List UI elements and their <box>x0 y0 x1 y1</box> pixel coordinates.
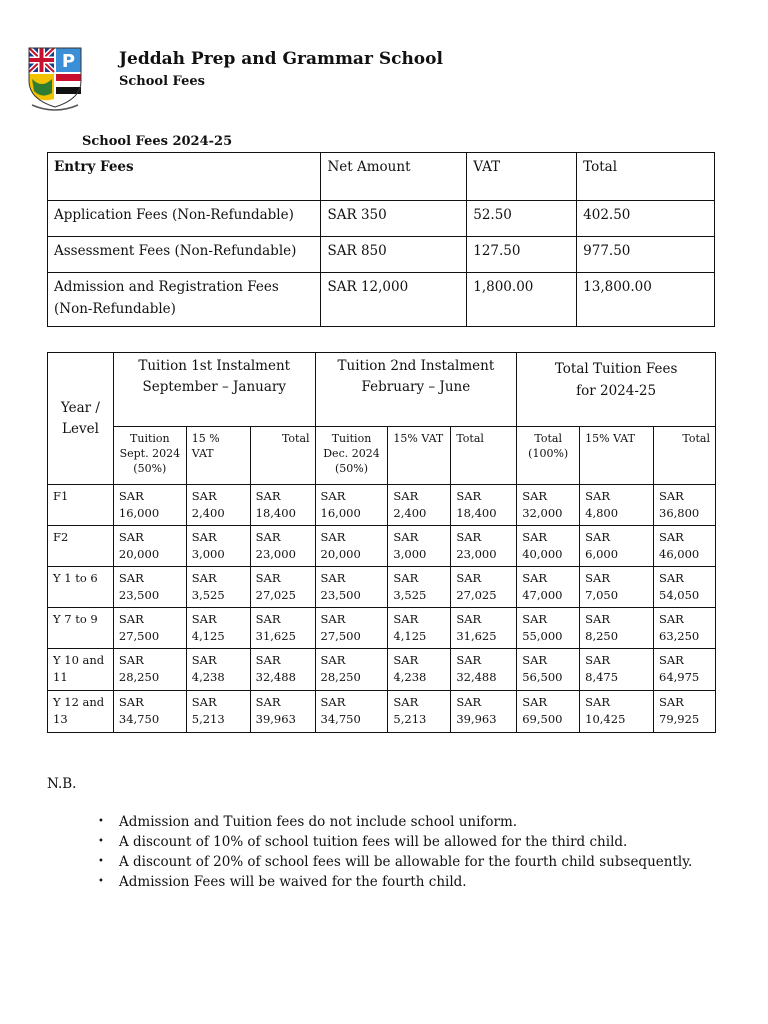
fee-name-cell: Admission and Registration Fees (Non-Refundable) <box>48 273 321 327</box>
notes-list <box>98 812 692 892</box>
currency-label: SAR <box>522 612 548 626</box>
tuition-group-header-row <box>48 353 716 427</box>
list-item <box>98 872 692 892</box>
fee-amount-cell <box>580 608 654 649</box>
sub-header-line: (50%) <box>334 462 368 475</box>
amount-value: 56,500 <box>522 670 563 684</box>
fee-amount-cell <box>186 691 250 733</box>
sub-header-cell <box>654 427 716 485</box>
currency-label: SAR <box>522 695 548 709</box>
currency-label: SAR <box>393 653 419 667</box>
currency-label: SAR <box>659 530 684 544</box>
currency-label: SAR <box>585 653 610 667</box>
currency-label: SAR <box>456 571 482 585</box>
fee-amount-cell <box>580 526 654 567</box>
amount-value: 23,500 <box>118 588 160 602</box>
fee-amount-cell <box>388 691 451 733</box>
fee-amount-cell <box>315 567 388 608</box>
year-level-cell: Y 1 to 6 <box>48 567 114 608</box>
fee-amount-cell <box>388 649 451 691</box>
fee-amount-cell <box>186 649 250 691</box>
fee-amount-cell <box>113 567 186 608</box>
amount-value: 8,250 <box>585 629 619 643</box>
amount-value: 39,963 <box>255 712 296 726</box>
amount-value: 3,000 <box>393 547 427 561</box>
amount-value: 4,238 <box>191 670 225 684</box>
year-level-cell: F1 <box>48 485 114 526</box>
fee-name-cell: Assessment Fees (Non-Refundable) <box>48 237 321 273</box>
currency-label: SAR <box>320 530 346 544</box>
svg-text:P: P <box>61 51 76 72</box>
year-level-header: Year / Level <box>48 353 114 485</box>
fee-name-cell: Application Fees (Non-Refundable) <box>48 201 321 237</box>
currency-label: SAR <box>320 612 346 626</box>
amount-value: 31,625 <box>255 629 296 643</box>
currency-label: SAR <box>118 612 144 626</box>
currency-label: SAR <box>393 530 419 544</box>
group-period: for 2024-25 <box>576 383 657 399</box>
sub-header-line: Total <box>281 432 310 445</box>
fee-amount-cell <box>580 691 654 733</box>
fee-amount-cell <box>186 526 250 567</box>
currency-label: SAR <box>659 695 684 709</box>
amount-value: 23,000 <box>255 547 296 561</box>
currency-label: SAR <box>118 571 144 585</box>
bullet-icon: • <box>98 836 104 847</box>
amount-value: 3,000 <box>191 547 225 561</box>
currency-label: SAR <box>659 489 684 503</box>
table-row <box>48 485 716 526</box>
currency-label: SAR <box>255 530 281 544</box>
fee-amount-cell <box>250 567 315 608</box>
fee-amount-cell <box>388 608 451 649</box>
currency-label: SAR <box>320 653 346 667</box>
net-amount-cell: SAR 850 <box>321 237 467 273</box>
note-text: A discount of 20% of school fees will be allowable for the fourth child subsequently. <box>119 854 693 870</box>
table-row <box>48 649 716 691</box>
sub-header-cell <box>517 427 580 485</box>
school-crest-logo <box>28 47 84 113</box>
amount-value: 27,500 <box>118 629 160 643</box>
fee-amount-cell <box>250 649 315 691</box>
currency-label: SAR <box>191 489 217 503</box>
amount-value: 8,475 <box>585 670 619 684</box>
amount-value: 27,025 <box>456 588 497 602</box>
currency-label: SAR <box>393 571 419 585</box>
currency-label: SAR <box>585 695 610 709</box>
bullet-icon: • <box>98 876 104 887</box>
school-name: Jeddah Prep and Grammar School <box>119 49 443 69</box>
amount-value: 28,250 <box>320 670 361 684</box>
currency-label: SAR <box>456 530 482 544</box>
note-text: Admission Fees will be waived for the fourth child. <box>119 874 467 890</box>
fee-amount-cell <box>186 608 250 649</box>
currency-label: SAR <box>659 653 684 667</box>
currency-label: SAR <box>191 530 217 544</box>
fee-amount-cell <box>654 485 716 526</box>
currency-label: SAR <box>522 653 548 667</box>
fee-amount-cell <box>186 567 250 608</box>
amount-value: 36,800 <box>659 506 700 520</box>
sub-header-cell <box>315 427 388 485</box>
amount-value: 79,925 <box>659 712 700 726</box>
currency-label: SAR <box>522 530 548 544</box>
amount-value: 20,000 <box>118 547 160 561</box>
currency-label: SAR <box>585 571 610 585</box>
fee-amount-cell <box>654 649 716 691</box>
currency-label: SAR <box>118 489 144 503</box>
entry-header-row <box>48 153 715 201</box>
fees-section-title: School Fees 2024-25 <box>82 134 233 149</box>
amount-value: 32,488 <box>456 670 497 684</box>
sub-header-cell <box>388 427 451 485</box>
amount-value: 39,963 <box>456 712 497 726</box>
table-row <box>48 567 716 608</box>
fee-amount-cell <box>517 485 580 526</box>
year-level-cell: F2 <box>48 526 114 567</box>
table-row <box>48 237 715 273</box>
amount-value: 18,400 <box>456 506 497 520</box>
currency-label: SAR <box>191 612 217 626</box>
fee-amount-cell <box>517 567 580 608</box>
currency-label: SAR <box>118 695 144 709</box>
amount-value: 16,000 <box>118 506 160 520</box>
sub-header-line: (50%) <box>133 462 167 475</box>
entry-header-cell: Net Amount <box>321 153 467 201</box>
list-item <box>98 852 692 872</box>
currency-label: SAR <box>191 695 217 709</box>
amount-value: 6,000 <box>585 547 619 561</box>
amount-value: 3,525 <box>393 588 427 602</box>
fee-amount-cell <box>113 649 186 691</box>
amount-value: 69,500 <box>522 712 563 726</box>
currency-label: SAR <box>255 653 281 667</box>
group-title: Tuition 2nd Instalment <box>337 358 495 374</box>
amount-value: 54,050 <box>659 588 700 602</box>
amount-value: 27,025 <box>255 588 296 602</box>
fee-amount-cell <box>451 649 517 691</box>
currency-label: SAR <box>456 489 482 503</box>
fee-amount-cell <box>113 691 186 733</box>
vat-cell: 52.50 <box>467 201 577 237</box>
fee-amount-cell <box>517 526 580 567</box>
currency-label: SAR <box>320 489 346 503</box>
entry-header-cell: Total <box>577 153 715 201</box>
currency-label: SAR <box>191 653 217 667</box>
fee-amount-cell <box>113 608 186 649</box>
currency-label: SAR <box>456 695 482 709</box>
sub-header-line: (100%) <box>528 447 569 460</box>
fee-amount-cell <box>654 526 716 567</box>
note-text: Admission and Tuition fees do not include school uniform. <box>119 814 518 830</box>
nb-label: N.B. <box>47 776 77 792</box>
fee-amount-cell <box>517 691 580 733</box>
sub-header-cell <box>451 427 517 485</box>
sub-header-line: 15% VAT <box>585 432 635 445</box>
total-cell: 13,800.00 <box>577 273 715 327</box>
sub-header-line: Tuition <box>130 432 170 445</box>
fee-amount-cell <box>315 608 388 649</box>
currency-label: SAR <box>255 489 281 503</box>
entry-header-cell: Entry Fees <box>48 153 321 201</box>
list-item <box>98 832 692 852</box>
amount-value: 3,525 <box>191 588 225 602</box>
fee-amount-cell <box>315 485 388 526</box>
table-row <box>48 691 716 733</box>
fee-amount-cell <box>451 485 517 526</box>
group-period: February – June <box>361 379 471 395</box>
amount-value: 63,250 <box>659 629 700 643</box>
amount-value: 16,000 <box>320 506 361 520</box>
currency-label: SAR <box>585 489 610 503</box>
table-row <box>48 608 716 649</box>
sub-header-cell <box>580 427 654 485</box>
fee-amount-cell <box>517 649 580 691</box>
fee-amount-cell <box>451 526 517 567</box>
amount-value: 32,000 <box>522 506 563 520</box>
amount-value: 23,000 <box>456 547 497 561</box>
currency-label: SAR <box>522 571 548 585</box>
fee-amount-cell <box>654 567 716 608</box>
table-row <box>48 273 715 327</box>
sub-header-cell <box>113 427 186 485</box>
amount-value: 34,750 <box>118 712 160 726</box>
amount-value: 40,000 <box>522 547 563 561</box>
fee-amount-cell <box>315 649 388 691</box>
fee-amount-cell <box>388 526 451 567</box>
fee-amount-cell <box>113 485 186 526</box>
fee-amount-cell <box>580 485 654 526</box>
amount-value: 32,488 <box>255 670 296 684</box>
group-title: Total Tuition Fees <box>554 361 678 377</box>
currency-label: SAR <box>118 653 144 667</box>
fee-amount-cell <box>451 567 517 608</box>
currency-label: SAR <box>255 695 281 709</box>
year-level-cell: Y 12 and 13 <box>48 691 114 733</box>
sub-header-line: Total <box>534 432 562 445</box>
group-title: Tuition 1st Instalment <box>138 358 291 374</box>
sub-header-line: Dec. 2024 <box>323 447 380 460</box>
currency-label: SAR <box>456 653 482 667</box>
first-instalment-header <box>113 353 315 427</box>
fee-amount-cell <box>250 691 315 733</box>
amount-value: 10,425 <box>585 712 626 726</box>
total-cell: 977.50 <box>577 237 715 273</box>
fee-amount-cell <box>517 608 580 649</box>
fee-amount-cell <box>654 608 716 649</box>
currency-label: SAR <box>456 612 482 626</box>
fee-amount-cell <box>250 485 315 526</box>
sub-header-line: 15% VAT <box>393 432 444 445</box>
amount-value: 18,400 <box>255 506 296 520</box>
amount-value: 7,050 <box>585 588 619 602</box>
fee-amount-cell <box>580 649 654 691</box>
page-subtitle: School Fees <box>119 74 205 89</box>
vat-cell: 127.50 <box>467 237 577 273</box>
amount-value: 20,000 <box>320 547 361 561</box>
note-text: A discount of 10% of school tuition fees will be allowed for the third child. <box>119 834 628 850</box>
currency-label: SAR <box>118 530 144 544</box>
list-item <box>98 812 692 832</box>
amount-value: 23,500 <box>320 588 361 602</box>
net-amount-cell: SAR 350 <box>321 201 467 237</box>
second-instalment-header <box>315 353 517 427</box>
tuition-sub-header-row <box>48 427 716 485</box>
fee-amount-cell <box>388 485 451 526</box>
amount-value: 4,238 <box>393 670 427 684</box>
sub-header-cell <box>186 427 250 485</box>
entry-header-cell: VAT <box>467 153 577 201</box>
currency-label: SAR <box>393 695 419 709</box>
bullet-icon: • <box>98 856 104 867</box>
total-cell: 402.50 <box>577 201 715 237</box>
fee-amount-cell <box>654 691 716 733</box>
amount-value: 5,213 <box>393 712 427 726</box>
amount-value: 5,213 <box>191 712 225 726</box>
year-level-cell: Y 10 and 11 <box>48 649 114 691</box>
group-period: September – January <box>142 379 286 395</box>
currency-label: SAR <box>585 530 610 544</box>
amount-value: 64,975 <box>659 670 700 684</box>
fee-amount-cell <box>451 691 517 733</box>
net-amount-cell: SAR 12,000 <box>321 273 467 327</box>
fee-amount-cell <box>388 567 451 608</box>
entry-fees-table <box>47 152 715 327</box>
currency-label: SAR <box>320 571 346 585</box>
amount-value: 34,750 <box>320 712 361 726</box>
sub-header-line: Sept. 2024 <box>119 447 181 460</box>
table-row <box>48 201 715 237</box>
amount-value: 55,000 <box>522 629 563 643</box>
currency-label: SAR <box>393 612 419 626</box>
currency-label: SAR <box>522 489 548 503</box>
amount-value: 2,400 <box>191 506 225 520</box>
amount-value: 28,250 <box>118 670 160 684</box>
sub-header-line: VAT <box>191 447 214 460</box>
year-level-cell: Y 7 to 9 <box>48 608 114 649</box>
vat-cell: 1,800.00 <box>467 273 577 327</box>
bullet-icon: • <box>98 816 104 827</box>
fee-amount-cell <box>250 526 315 567</box>
fee-amount-cell <box>315 526 388 567</box>
sub-header-line: Total <box>682 432 710 445</box>
sub-header-line: Tuition <box>331 432 372 445</box>
sub-header-line: Total <box>456 432 484 445</box>
currency-label: SAR <box>255 612 281 626</box>
fee-amount-cell <box>580 567 654 608</box>
currency-label: SAR <box>393 489 419 503</box>
currency-label: SAR <box>191 571 217 585</box>
amount-value: 31,625 <box>456 629 497 643</box>
currency-label: SAR <box>255 571 281 585</box>
fee-amount-cell <box>250 608 315 649</box>
amount-value: 47,000 <box>522 588 563 602</box>
total-tuition-header <box>517 353 716 427</box>
sub-header-cell <box>250 427 315 485</box>
table-row <box>48 526 716 567</box>
fee-amount-cell <box>186 485 250 526</box>
currency-label: SAR <box>585 612 610 626</box>
amount-value: 2,400 <box>393 506 427 520</box>
currency-label: SAR <box>659 571 684 585</box>
currency-label: SAR <box>659 612 684 626</box>
amount-value: 4,800 <box>585 506 619 520</box>
amount-value: 27,500 <box>320 629 361 643</box>
fee-amount-cell <box>113 526 186 567</box>
amount-value: 46,000 <box>659 547 700 561</box>
fee-amount-cell <box>315 691 388 733</box>
tuition-fees-table <box>47 352 716 733</box>
amount-value: 4,125 <box>393 629 427 643</box>
sub-header-line: 15 % <box>191 432 220 445</box>
amount-value: 4,125 <box>191 629 225 643</box>
currency-label: SAR <box>320 695 346 709</box>
fee-amount-cell <box>451 608 517 649</box>
